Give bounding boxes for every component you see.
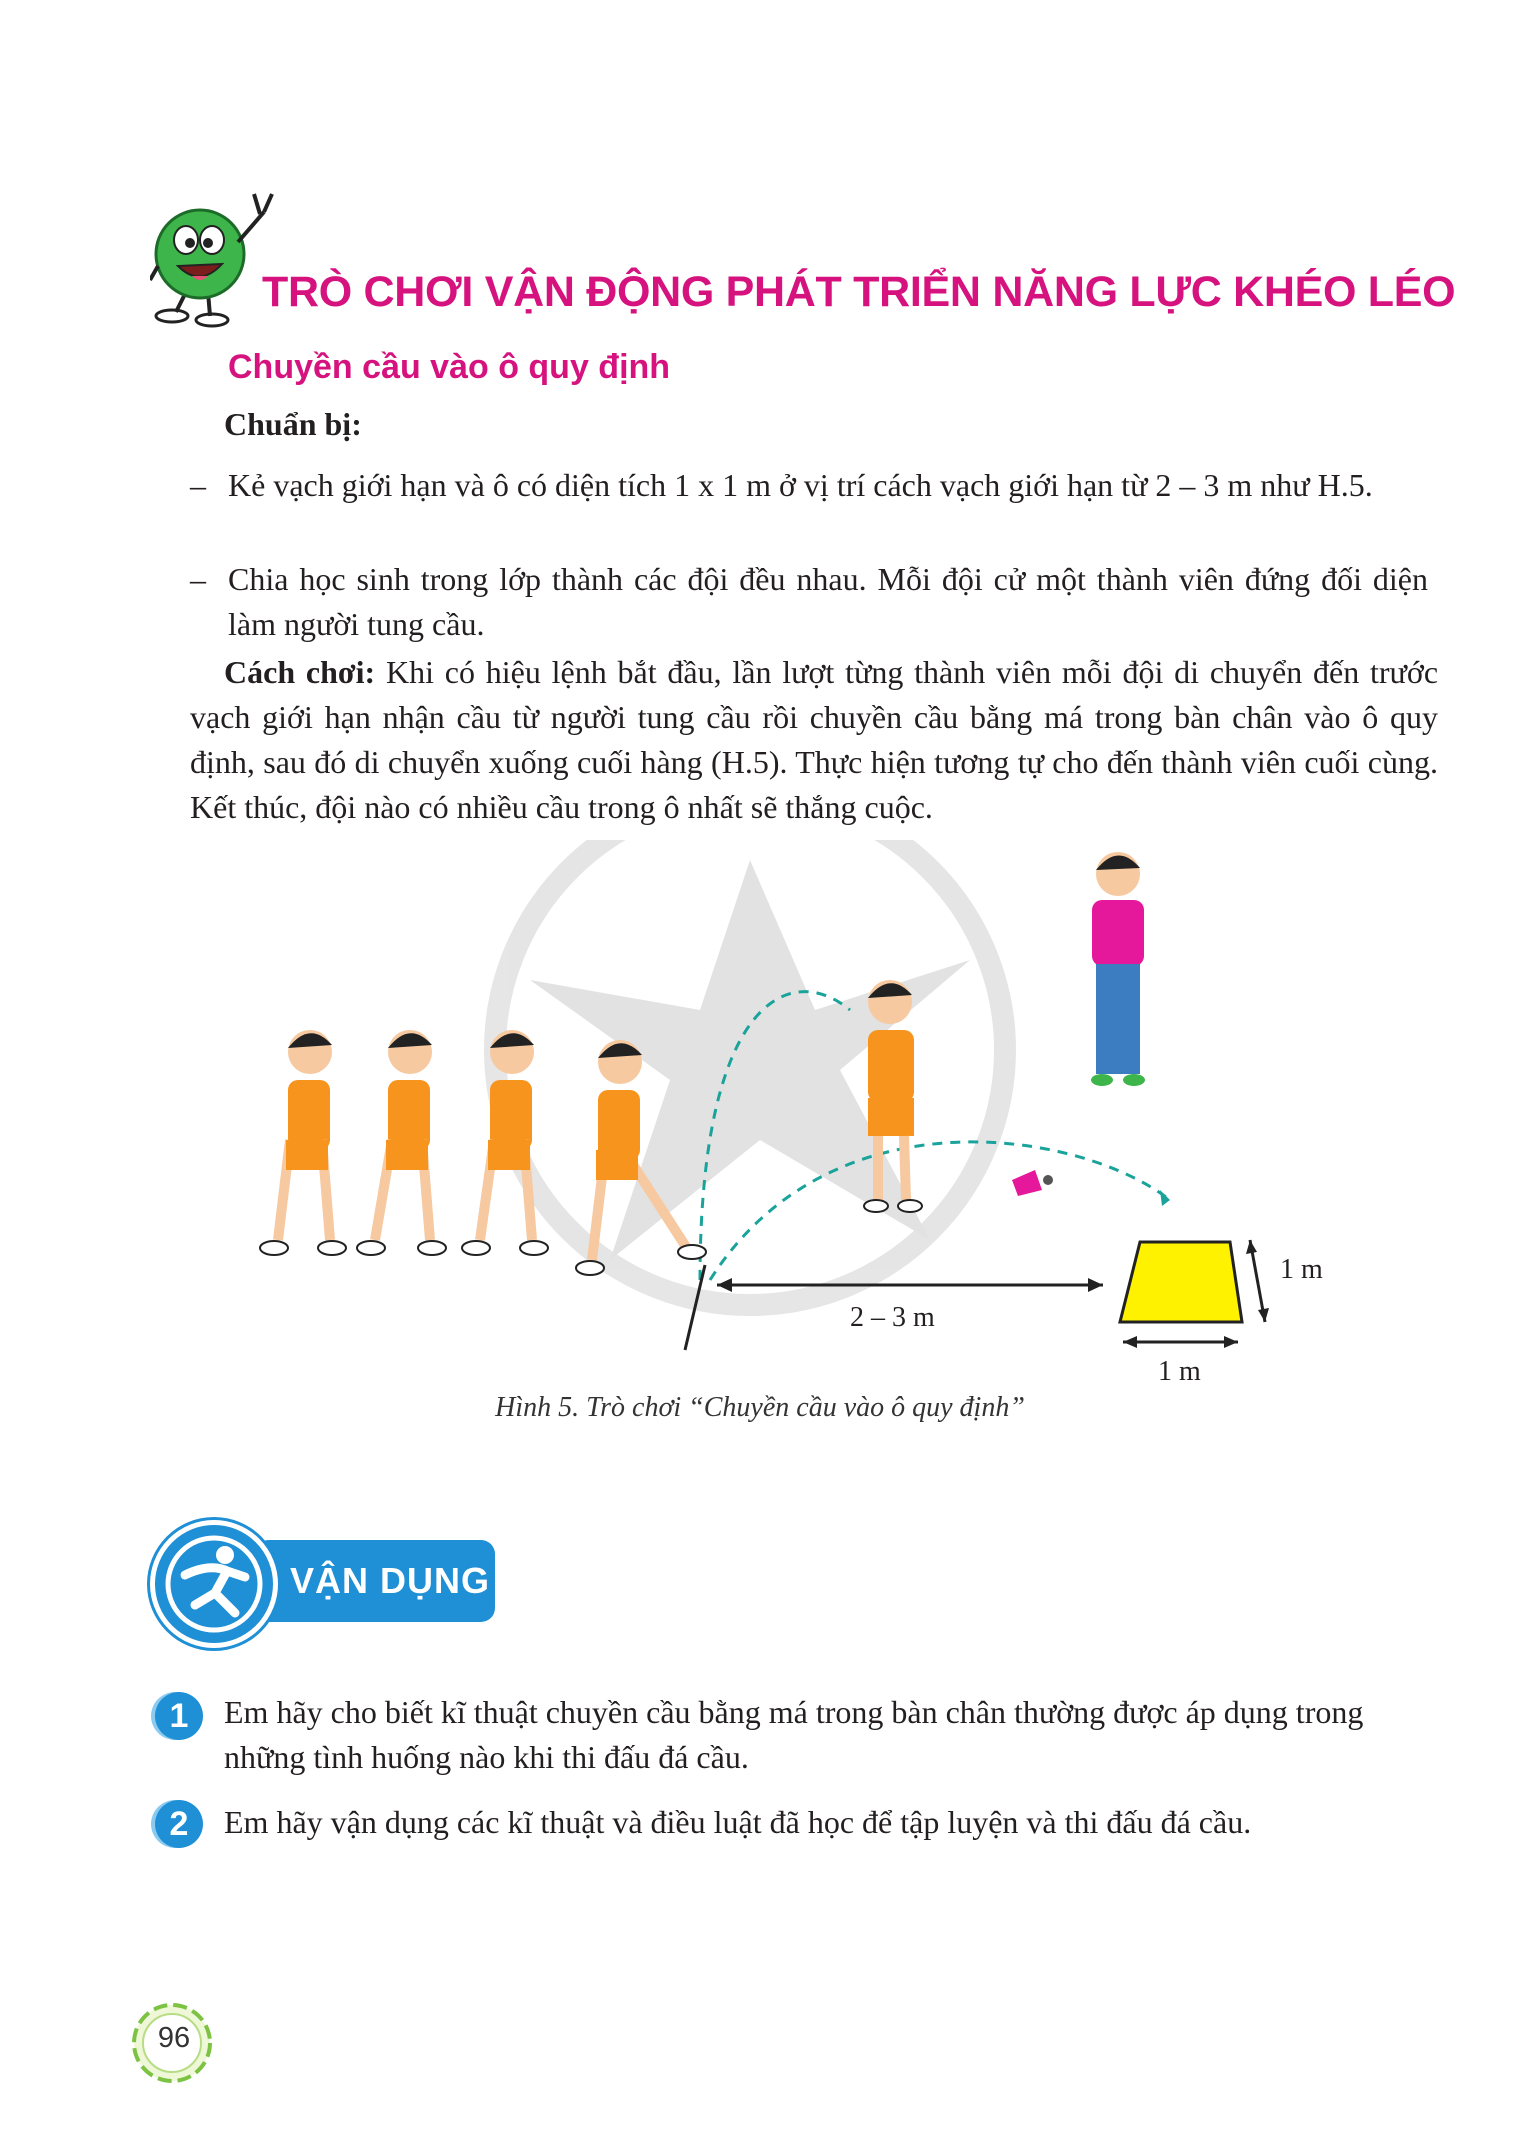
how-to-play-label: Cách chơi:	[224, 654, 376, 690]
how-to-play-text: Khi có hiệu lệnh bắt đầu, lần lượt từng thành viên mỗi đội di chuyển đến trước vạch giới hạn nhận cầu từ người tung cầu rồi chuyền cầu bằng má trong bàn chân vào ô quy định, sau đó di chuyển xuống cuối hàng (H.5). Thực hiện tương tự cho đến thành viên cuối cùng. Kết thúc, đội nào có nhiều cầu trong ô nhất sẽ thắng cuộc.	[190, 654, 1439, 825]
question-number-badge: 1	[155, 1692, 203, 1740]
figure-caption: Hình 5. Trò chơi “Chuyền cầu vào ô quy định”	[495, 1392, 1025, 1423]
question-number-badge: 2	[155, 1800, 203, 1848]
box-width-label: 1 m	[1158, 1356, 1201, 1387]
how-to-play-paragraph	[190, 650, 1438, 830]
preparation-item-text: Kẻ vạch giới hạn và ô có diện tích 1 x 1 m ở vị trí cách vạch giới hạn từ 2 – 3 m như H.5.	[228, 467, 1373, 503]
game-illustration	[230, 840, 1360, 1400]
teacher-figure	[1091, 852, 1145, 1086]
apply-badge	[150, 1520, 278, 1648]
preparation-heading: Chuẩn bị:	[224, 406, 362, 442]
arrowhead-icon	[1160, 1190, 1170, 1206]
distance-label: 2 – 3 m	[850, 1302, 935, 1333]
watermark-logo	[495, 840, 1005, 1305]
question-text: Em hãy vận dụng các kĩ thuật và điều luật đã học để tập luyện và thi đấu đá cầu.	[224, 1804, 1252, 1840]
preparation-item	[190, 557, 1440, 649]
student-figure	[462, 1030, 548, 1255]
running-athlete-icon	[155, 1525, 273, 1643]
target-box	[1120, 1242, 1242, 1322]
game-subtitle: Chuyền cầu vào ô quy định	[228, 348, 671, 386]
preparation-item	[190, 463, 1440, 555]
dash-bullet: –	[190, 561, 206, 597]
preparation-item-text: Chia học sinh trong lớp thành các đội đều nhau. Mỗi đội cử một thành viên đứng đối diện làm người tung cầu.	[228, 561, 1428, 642]
student-figure	[260, 1030, 346, 1255]
section-title: TRÒ CHƠI VẬN ĐỘNG PHÁT TRIỂN NĂNG LỰC KHÉO LÉO	[262, 268, 1456, 316]
apply-heading: VẬN DỤNG	[290, 1560, 491, 1601]
dash-bullet: –	[190, 467, 206, 503]
student-figure	[357, 1030, 446, 1255]
question-text: Em hãy cho biết kĩ thuật chuyền cầu bằng má trong bàn chân thường được áp dụng trong những tình huống nào khi thi đấu đá cầu.	[224, 1694, 1364, 1775]
shuttlecock-icon	[1012, 1170, 1053, 1196]
box-height-label: 1 m	[1280, 1254, 1323, 1285]
page-number: 96	[157, 2022, 191, 2054]
